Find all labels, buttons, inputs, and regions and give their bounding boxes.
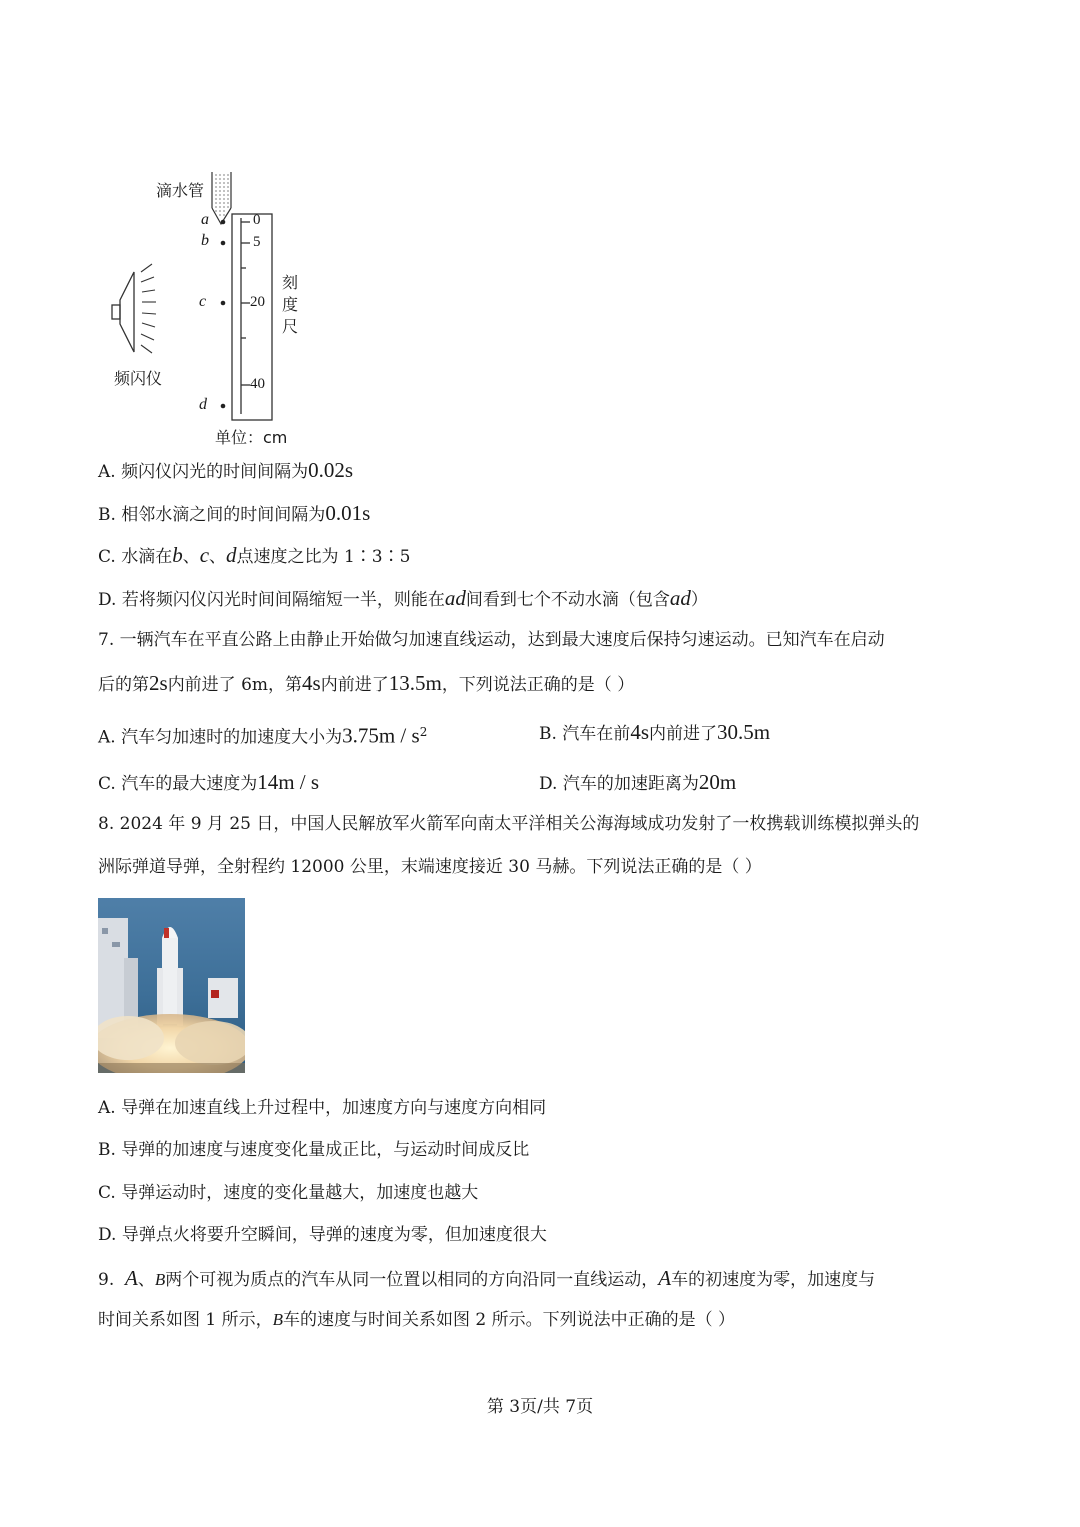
q7-stem-line-2 [98,671,634,697]
q9-stem-line-2 [98,1308,735,1332]
q7-option-b [539,720,770,746]
q7-option-b-text: B. 汽车在前 [539,724,631,744]
tick-40-label: 40 [250,376,265,392]
q6-option-d-mid: 间看到七个不动水滴（包含 [465,590,670,610]
q7-option-a-text: A. 汽车匀加速时的加速度大小为 [98,727,343,748]
strobe-lamp [112,264,156,353]
q7-stem-text: ，下列说法正确的是（ ） [441,675,635,695]
q9-stem-text: 车的初速度为零，加速度与 [671,1270,876,1290]
q6-option-c-text: C. 水滴在 [98,547,173,567]
rocket-launch-photo [98,898,245,1073]
q6-option-d-ad: ad [669,586,691,610]
q6-option-d-ad: ad [444,586,466,610]
q7-option-b-value: 30.5m [717,720,771,744]
q8-option-c: C. 导弹运动时，速度的变化量越大，加速度也越大 [98,1183,479,1203]
q6-option-c-b: b [172,543,183,567]
drop-b [221,241,226,246]
drop-c [221,301,226,306]
page-footer: 第 3页/共 7页 [486,1397,594,1417]
q8-option-b: B. 导弹的加速度与速度变化量成正比，与运动时间成反比 [98,1140,530,1160]
q6-option-c-sep: 、 [209,547,227,567]
q7-stem-text: 内前进了 [320,675,389,695]
rocket-launch-illustration [98,898,245,1073]
q7-stem-text: 后的第 [98,675,149,695]
q9-number: 9. [98,1270,115,1290]
q9-stem-text: 两个可视为质点的汽车从同一位置以相同的方向沿同一直线运动， [165,1270,659,1290]
q7-stem-13-5m: 13.5m [388,671,442,695]
q9-stem-line-1 [98,1266,875,1292]
q9-sep: 、 [137,1270,155,1290]
point-a-label: a [201,211,209,228]
q6-option-b-value: 0.01s [325,501,371,525]
q7-option-b-4s: 4s [630,720,649,744]
q9-stem-text: 时间关系如图 1 所示， [98,1310,273,1330]
drop-d [221,404,226,409]
q6-option-b-text: B. 相邻水滴之间的时间间隔为 [98,505,326,525]
q8-option-a: A. 导弹在加速直线上升过程中，加速度方向与速度方向相同 [98,1098,547,1118]
tick-0-label: 0 [253,212,261,228]
drop-a [221,220,226,225]
drip-tube [212,172,231,224]
point-d-label: d [199,396,207,413]
ruler-label-3: 尺 [282,317,299,336]
q6-option-d-end: ） [690,590,708,610]
q6-option-c-c: c [199,543,210,567]
tick-20-label: 20 [250,294,265,310]
q9-car-a: A [658,1266,672,1290]
tick-5-label: 5 [253,234,261,250]
q7-stem-4s: 4s [302,671,321,695]
q6-option-b [98,501,370,527]
q7-stem-line-1: 7. 一辆汽车在平直公路上由静止开始做匀加速直线运动，达到最大速度后保持匀速运动。已知汽车在启动 [98,630,885,650]
q6-option-a-text: A. 频闪仪闪光的时间间隔为 [98,462,309,482]
q9-car-a: A [125,1266,138,1290]
q6-option-d [98,586,708,612]
q7-option-a [98,720,427,750]
q6-option-c [98,543,410,569]
drip-figure [100,168,320,448]
unit-label: 单位：cm [215,428,288,447]
ruler-label-1: 刻 [282,273,299,292]
q7-option-b-text: 内前进了 [649,724,717,744]
q6-option-c-ratio: 点速度之比为 1∶3∶5 [236,547,411,567]
q8-stem-line-1: 8. 2024 年 9 月 25 日，中国人民解放军火箭军向南太平洋相关公海海域成功发射了一枚携载训练模拟弹头的 [98,814,920,834]
q6-option-a-value: 0.02s [308,458,354,482]
q7-option-c-text: C. 汽车的最大速度为 [98,774,258,794]
q9-car-b: B [154,1270,166,1289]
flash-label: 频闪仪 [114,369,163,388]
point-b-label: b [201,232,209,249]
q7-option-d-text: D. 汽车的加速距离为 [539,774,699,794]
q7-option-a-exponent: 2 [419,725,428,739]
q7-option-a-value: 3.75m / s [342,723,420,748]
q7-option-d [539,770,736,796]
q7-stem-2s: 2s [149,671,168,695]
q7-stem-text: 内前进了 6m，第 [167,675,303,695]
q6-option-d-text: D. 若将频闪仪闪光时间间隔缩短一半，则能在 [98,590,445,610]
q8-stem-line-2: 洲际弹道导弹，全射程约 12000 公里，末端速度接近 30 马赫。下列说法正确的是（ ） [98,857,762,877]
q6-option-c-d: d [226,543,237,567]
q7-option-c [98,770,319,796]
q6-option-a [98,458,353,484]
q9-stem-text: 车的速度与时间关系如图 2 所示。下列说法中正确的是（ ） [283,1310,736,1330]
q7-option-c-value: 14m / s [257,770,320,794]
dropper-label: 滴水管 [156,181,205,200]
q9-car-b: B [272,1310,284,1329]
q7-option-d-value: 20m [698,770,737,794]
q8-option-d: D. 导弹点火将要升空瞬间，导弹的速度为零，但加速度很大 [98,1225,547,1245]
point-c-label: c [199,293,207,310]
q6-option-c-sep: 、 [182,547,200,567]
ruler-label-2: 度 [282,295,299,314]
